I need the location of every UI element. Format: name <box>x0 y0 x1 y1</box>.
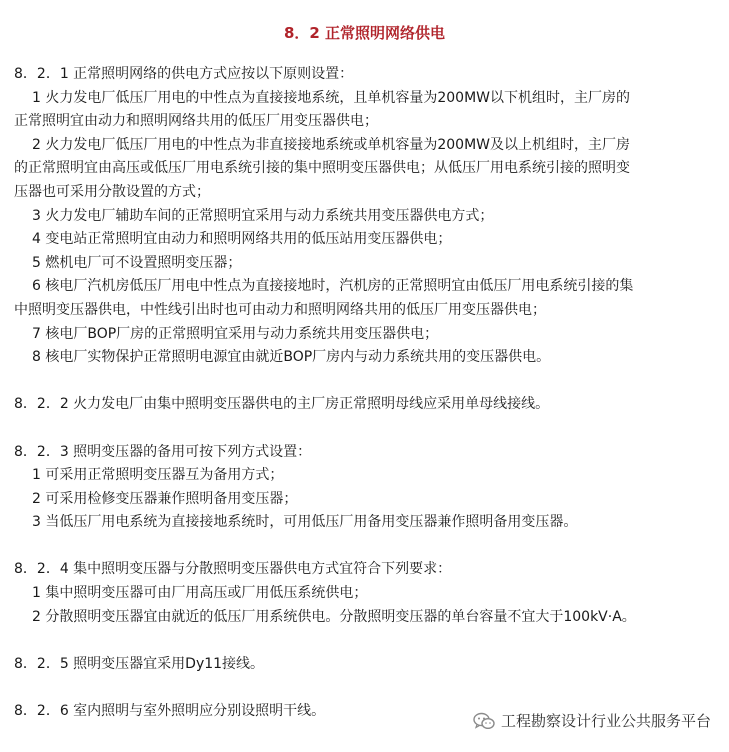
clause-item-continuation: 中照明变压器供电，中性线引出时也可由动力和照明网络共用的低压厂用变压器供电； <box>14 301 546 318</box>
clause-item-continuation: 的正常照明宜由高压或低压厂用电系统引接的集中照明变压器供电；从低压厂用电系统引接的照明变 <box>14 160 630 177</box>
clause-heading: 8．2．1 正常照明网络的供电方式应按以下原则设置： <box>14 66 354 82</box>
paragraph-spacer <box>14 370 719 394</box>
clause-item: 5 燃机电厂可不设置照明变压器； <box>32 254 242 271</box>
paragraph-spacer <box>14 676 719 700</box>
clause-item: 2 火力发电厂低压厂用电的中性点为非直接接地系统或单机容量为200MW及以上机组时，主厂房 <box>32 136 630 153</box>
clause-heading: 8．2．3 照明变压器的备用可按下列方式设置： <box>14 443 312 460</box>
clause-item: 3 火力发电厂辅助车间的正常照明宜采用与动力系统共用变压器供电方式； <box>32 207 494 224</box>
clause-heading: 8．2．4 集中照明变压器与分散照明变压器供电方式宜符合下列要求： <box>14 561 452 578</box>
clause-heading: 8．2．6 室内照明与室外照明应分别设照明干线。 <box>14 703 326 720</box>
clause-item: 1 集中照明变压器可由厂用高压或厂用低压系统供电； <box>32 585 368 602</box>
clause-item: 4 变电站正常照明宜由动力和照明网络共用的低压站用变压器供电； <box>32 231 452 248</box>
clause-item: 1 可采用正常照明变压器互为备用方式； <box>32 467 284 484</box>
watermark <box>473 710 711 732</box>
paragraph-spacer <box>14 629 719 653</box>
document-body <box>14 63 719 724</box>
clause-item: 2 可采用检修变压器兼作照明备用变压器； <box>32 490 298 507</box>
watermark-text: 工程勘察设计行业公共服务平台 <box>500 712 711 730</box>
wechat-icon <box>473 712 495 730</box>
section-title: 8．2 正常照明网络供电 <box>283 24 446 42</box>
paragraph-spacer <box>14 535 719 559</box>
clause-item: 7 核电厂BOP厂房的正常照明宜采用与动力系统共用变压器供电； <box>32 325 439 342</box>
clause-item: 1 火力发电厂低压厂用电的中性点为直接接地系统，且单机容量为200MW以下机组时，主厂房的 <box>32 89 630 106</box>
paragraph-spacer <box>14 417 719 441</box>
clause-item: 3 当低压厂用电系统为直接接地系统时，可用低压厂用备用变压器兼作照明备用变压器。 <box>32 514 578 531</box>
clause-heading: 8．2．2 火力发电厂由集中照明变压器供电的主厂房正常照明母线应采用单母线接线。 <box>14 396 550 413</box>
clause-item-continuation: 压器也可采用分散设置的方式； <box>14 183 210 200</box>
clause-heading: 8．2．5 照明变压器宜采用Dy11接线。 <box>14 655 265 672</box>
clause-item: 6 核电厂汽机房低压厂用电中性点为直接接地时，汽机房的正常照明宜由低压厂用电系统引接的集 <box>32 278 634 295</box>
clause-item: 8 核电厂实物保护正常照明电源宜由就近BOP厂房内与动力系统共用的变压器供电。 <box>32 349 551 366</box>
clause-item: 2 分散照明变压器宜由就近的低压厂用系统供电。分散照明变压器的单台容量不宜大于100kV·A。 <box>32 608 636 625</box>
clause-item-continuation: 正常照明宜由动力和照明网络共用的低压厂用变压器供电； <box>14 113 378 130</box>
